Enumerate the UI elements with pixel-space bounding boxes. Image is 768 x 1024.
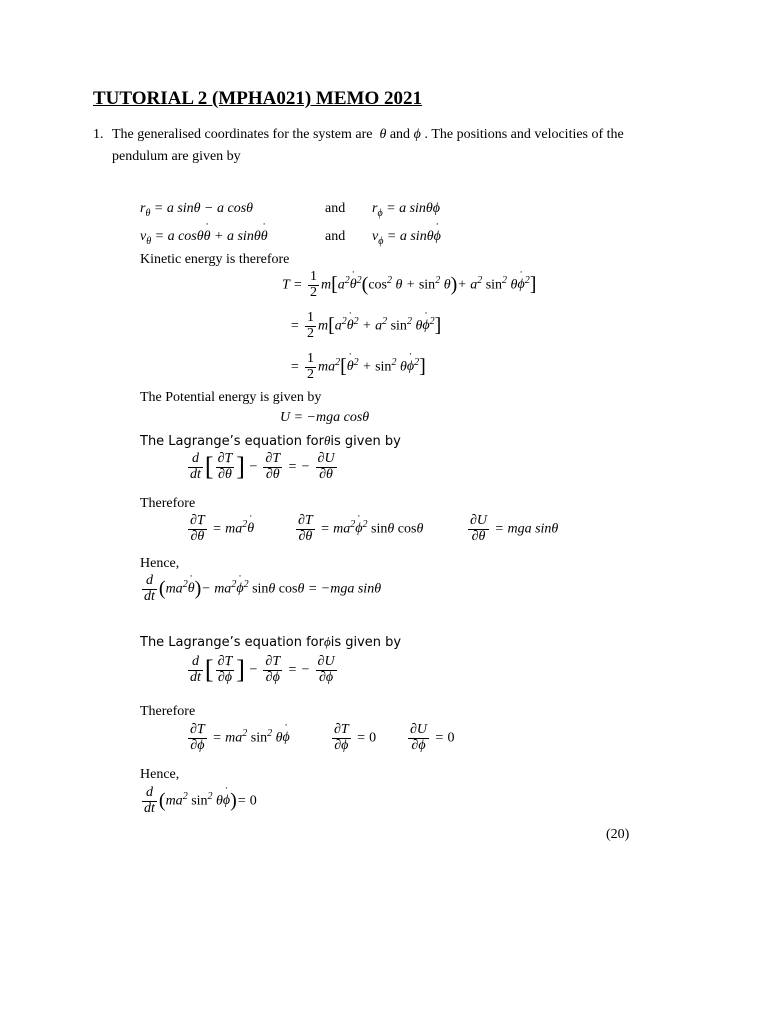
and-label-2: and [325,229,346,244]
potential-text: The Potential energy is given by [140,390,322,405]
hence-1: Hence, [140,556,180,571]
intro-line-2: pendulum are given by [112,149,241,164]
lagrange-theta-eq: $\frac{d}{dt}$ [ $\frac{\partial T}{\partial\theta}$ ˙ ] − $\frac{\partial T}{\partial\theta}$ = − $\frac{\partial U}{\partial\theta}$ [186,452,339,482]
therefore-2: Therefore [140,704,196,719]
lagrange-theta-text: The Lagrange’s equation forθis given by [140,433,401,449]
lagrange-phi-text-b: is given by [330,635,402,650]
phi-symbol: ϕ [410,127,425,142]
kinetic-eq-2: = $\frac{1}{2}$ $m[a^2\theta$ ˙$^2$ + $a^2$ $\sin^2 \theta\phi$ ˙$^2$] [290,311,441,341]
lagrange-theta-text-a: The Lagrange’s equation for [140,434,324,449]
theta-symbol: θ [375,127,390,142]
question-number: 1. [93,127,104,142]
position-phi-eq: $r_\phi = a$ sinθϕ [372,201,441,219]
partials-theta-2: $\frac{\partial T}{\partial\theta}$ = $ma^2\phi$ ˙$^2$ sinθ cosθ [294,514,423,544]
position-theta-eq: $r_\theta = a$ sinθ − a cosθ [140,201,254,219]
intro-text-b: . The positions and velocities of the [424,127,624,142]
kinetic-eq-3: = $\frac{1}{2}$ $ma^2[\theta$ ˙$^2$ + $\sin^2 \theta\phi$ ˙$^2$] [290,352,426,382]
lagrange-phi-text: The Lagrange’s equation forϕis given by [140,634,402,650]
eom-phi: $\frac{d}{dt}$ ($ma^2$ $\sin^2 \theta\phi$ ˙)= 0 [140,786,257,816]
therefore-1: Therefore [140,496,196,511]
lagrange-phi-text-a: The Lagrange’s equation for [140,635,324,650]
intro-and: and [389,127,411,142]
hence-2: Hence, [140,767,180,782]
potential-eq: U = −mga cosθ [280,410,370,425]
kinetic-text: Kinetic energy is therefore [140,252,290,267]
lagrange-phi-eq: $\frac{d}{dt}$ [ $\frac{\partial T}{\partial\phi}$ ˙ ] − $\frac{\partial T}{\partial\phi}$ = − $\frac{\partial U}{\partial\phi}$ [186,655,339,685]
page-title: TUTORIAL 2 (MPHA021) MEMO 2021 [93,88,422,109]
partials-theta-3: $\frac{\partial U}{\partial\theta}$ = mga sinθ [470,513,559,544]
partials-phi-1: $\frac{\partial T}{\partial\phi}$ ˙ = $ma^2$ $\sin^2 \theta\phi$ ˙ [186,723,290,753]
and-label-1: and [325,201,346,216]
intro-text-a: The generalised coordinates for the system are [112,127,373,142]
eom-theta: $\frac{d}{dt}$ ($ma^2\theta$ ˙)− $ma^2\phi$ ˙$^2$ sinθ cosθ = −mga sinθ [140,574,381,604]
partials-phi-3: $\frac{\partial U}{\partial\phi}$ = 0 [410,722,455,753]
velocity-phi-eq: $v_\phi = a$ sinθϕ ˙ [372,229,441,247]
partials-phi-2: $\frac{\partial T}{\partial\phi}$ = 0 [334,722,377,753]
velocity-theta-eq: $v_\theta = a$ cosθθ ˙ + a sinθθ ˙ [140,229,268,247]
lagrange-theta-text-b: is given by [330,434,401,449]
marks-label: (20) [606,827,630,842]
intro-line-1 [112,127,624,143]
kinetic-eq-1: T = $\frac{1}{2}$ $m[a^2\theta$ $˙^2(\cos^2$ $\theta + \sin^2 \theta)+ a^2$ $\sin^2 \theta\phi$ ˙$^2$] [282,270,536,300]
partials-theta-1: $\frac{\partial T}{\partial\theta}$ ˙ = $ma^2\theta$ ˙ [186,514,254,544]
